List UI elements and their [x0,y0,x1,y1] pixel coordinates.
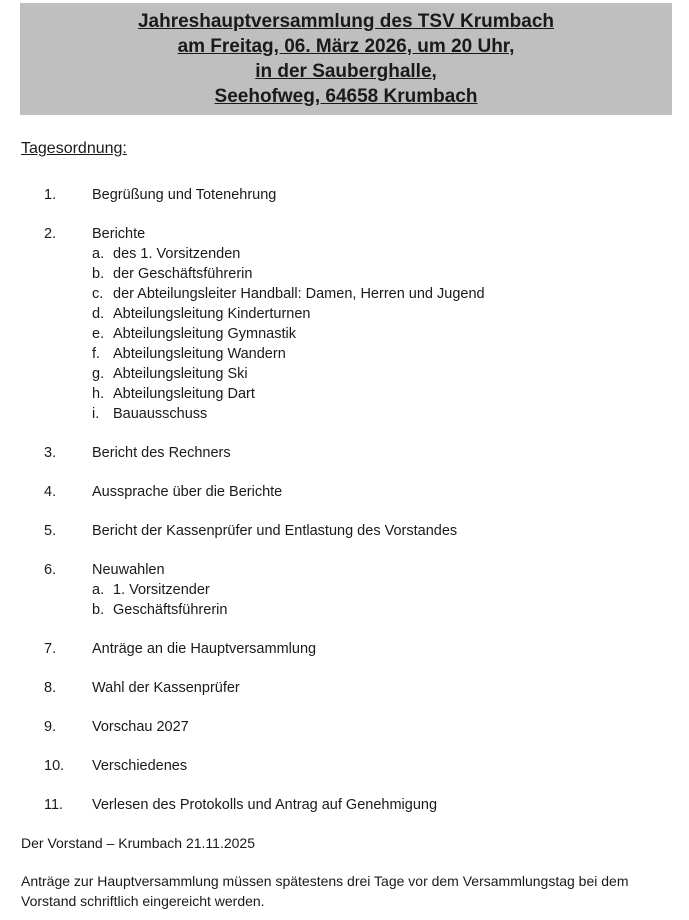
sub-item-text: der Abteilungsleiter Handball: Damen, Herren und Jugend [113,286,485,302]
agenda-item-text: Vorschau 2027 [92,719,189,735]
agenda-sub-item [92,304,672,324]
sub-item-letter: g. [92,366,105,382]
agenda-sub-item [92,600,672,620]
agenda-item-main [44,678,672,698]
sub-item-letter: c. [92,286,104,302]
agenda-item-number: 10. [44,758,65,774]
agenda-item-main [44,521,672,541]
sub-item-text: Abteilungsleitung Dart [113,386,255,402]
agenda-item-text: Anträge an die Hauptversammlung [92,641,317,657]
header-box [20,3,672,115]
sub-item-letter: e. [92,326,105,342]
footer-signature: Der Vorstand – Krumbach 21.11.2025 [21,835,256,851]
agenda-sub-list [92,244,672,424]
agenda-item-main [44,795,672,815]
agenda-sub-item [92,324,672,344]
agenda-item-text: Bericht des Rechners [92,445,231,461]
agenda-item-number: 11. [44,797,64,813]
agenda-item-main [44,482,672,502]
header-date-line: am Freitag, 06. März 2026, um 20 Uhr, [177,36,515,57]
header-address-line: Seehofweg, 64658 Krumbach [214,86,478,107]
agenda-item [44,443,672,463]
agenda-sub-item [92,384,672,404]
agenda-list [44,185,672,815]
agenda-sub-item [92,284,672,304]
sub-item-text: 1. Vorsitzender [113,582,210,598]
agenda-sub-item [92,580,672,600]
agenda-sub-item [92,404,672,424]
agenda-item [44,224,672,424]
sub-item-letter: b. [92,266,105,282]
agenda-item-number: 7. [44,641,57,657]
agenda-item-text: Verschiedenes [92,758,188,774]
sub-item-text: Abteilungsleitung Gymnastik [113,326,296,342]
agenda-item-number: 6. [44,562,57,578]
agenda-item-number: 8. [44,680,57,696]
agenda-item [44,185,672,205]
agenda-item-text: Berichte [92,226,146,242]
sub-item-letter: d. [92,306,105,322]
sub-item-text: der Geschäftsführerin [113,266,253,282]
agenda-item [44,639,672,659]
sub-item-text: Abteilungsleitung Ski [113,366,248,382]
agenda-item-main [44,185,672,205]
agenda-item-number: 9. [44,719,57,735]
sub-item-letter: h. [92,386,105,402]
agenda-item-main [44,224,672,244]
agenda-item [44,756,672,776]
sub-item-letter: a. [92,246,105,262]
footer-note: Anträge zur Hauptversammlung müssen spätestens drei Tage vor dem Versammlungstag bei dem Vorstand schriftlich eingereicht werden. [21,873,629,909]
sub-item-text: Abteilungsleitung Wandern [113,346,286,362]
agenda-item [44,678,672,698]
agenda-sub-item [92,344,672,364]
agenda-sub-item [92,264,672,284]
sub-item-letter: i. [92,406,100,422]
agenda-item-main [44,717,672,737]
agenda-item-number: 1. [44,187,57,203]
agenda-item-main [44,560,672,580]
agenda-item-number: 3. [44,445,57,461]
agenda-item-text: Aussprache über die Berichte [92,484,283,500]
sub-item-text: Abteilungsleitung Kinderturnen [113,306,311,322]
agenda-sub-item [92,244,672,264]
agenda-item-text: Neuwahlen [92,562,165,578]
agenda-sub-item [92,364,672,384]
agenda-item-number: 5. [44,523,57,539]
agenda-item [44,482,672,502]
section-title: Tagesordnung: [21,140,127,157]
agenda-item [44,521,672,541]
agenda-item-main [44,639,672,659]
sub-item-letter: a. [92,582,105,598]
agenda-item-main [44,443,672,463]
header-venue-line: in der Sauberghalle, [255,61,437,82]
agenda-item [44,795,672,815]
sub-item-text: des 1. Vorsitzenden [113,246,241,262]
agenda-item-main [44,756,672,776]
agenda-item-text: Verlesen des Protokolls und Antrag auf Genehmigung [92,797,438,813]
agenda-item [44,560,672,620]
sub-item-text: Geschäftsführerin [113,602,228,618]
sub-item-letter: f. [92,346,101,362]
sub-item-letter: b. [92,602,105,618]
agenda-item-text: Wahl der Kassenprüfer [92,680,240,696]
agenda-item-number: 4. [44,484,57,500]
agenda-item-text: Bericht der Kassenprüfer und Entlastung des Vorstandes [92,523,458,539]
sub-item-text: Bauausschuss [113,406,208,422]
agenda-sub-list [92,580,672,620]
agenda-item-number: 2. [44,226,57,242]
agenda-item [44,717,672,737]
agenda-item-text: Begrüßung und Totenehrung [92,187,277,203]
header-title-line: Jahreshauptversammlung des TSV Krumbach [137,11,554,32]
